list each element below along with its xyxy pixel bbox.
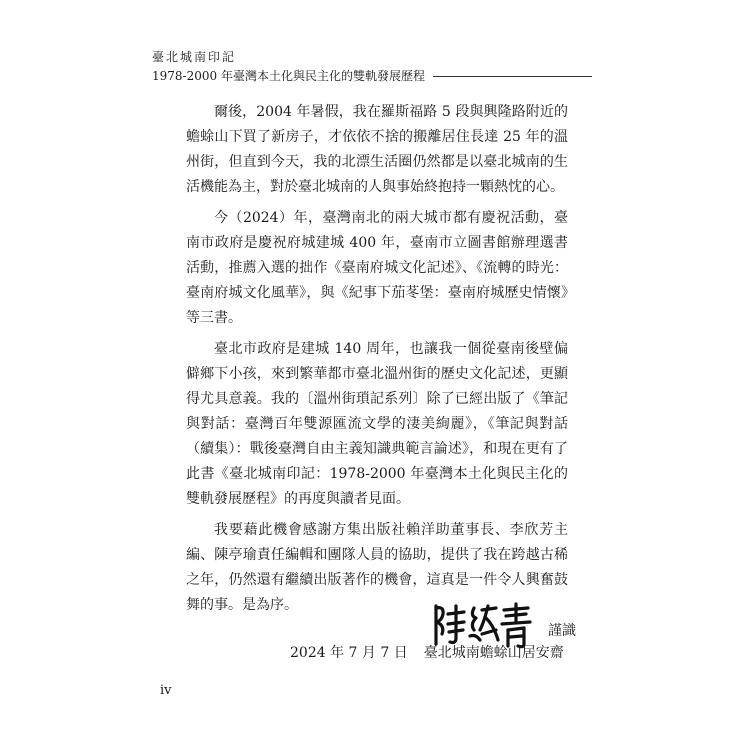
signature-suffix: 謹識 (548, 623, 576, 639)
signing-place: 臺北城南蟾蜍山居安齋 (423, 645, 564, 661)
header-rule (433, 76, 592, 77)
paragraph-4: 我要藉此機會感謝方集出版社賴洋助董事長、李欣芳主編、陳亭瑜責任編輯和團隊人員的協助，提供了我在跨越古稀之年，仍然還有繼續出版著作的機會，這真是一件令人興奮鼓舞的事。是為序。 (186, 522, 568, 613)
signing-date: 2024 年 7 月 7 日 (290, 645, 408, 661)
paragraph-2: 今（2024）年，臺灣南北的兩大城市都有慶祝活動，臺南市政府是慶祝府城建城 400 年，臺南市立圖書館辦理選書活動，推薦入選的拙作《臺南府城文化記述》、《流轉的時光：臺南府城文化風華》，與《紀事下茄苳堡：臺南府城歷史情懷》等三書。 (186, 210, 568, 326)
running-header (152, 50, 592, 84)
book-subtitle: 1978-2000 年臺灣本土化與民主化的雙軌發展歷程 (152, 69, 425, 83)
paragraph-1: 爾後，2004 年暑假，我在羅斯福路 5 段與興隆路附近的蟾蜍山下買了新房子，才依依不捨的搬離居住長達 25 年的溫州街，但直到今天，我的北漂生活圈仍然都是以臺北城南的生活機能為主，對於臺北城南的人與事始終抱持一顆熱忱的心。 (186, 104, 568, 195)
page-number: iv (160, 683, 172, 698)
dateline (290, 642, 564, 662)
paragraph-3: 臺北市政府是建城 140 周年，也讓我一個從臺南後壁偏僻鄉下小孩，來到繁華都市臺北溫州街的歷史文化記述，更顯得尤具意義。我的〔溫州街瑣記系列〕除了已經出版了《筆記與對話：臺灣百年雙源匯流文學的淒美絢麗》，《筆記與對話（續集）：戰後臺灣自由主義知識典範言論述》，和現在更有了此書《臺北城南印記：1978-2000 年臺灣本土化與民主化的雙軌發展歷程》的再度與讀者見面。 (186, 341, 568, 507)
body-text (186, 100, 568, 624)
series-title: 臺北城南印記 (152, 50, 237, 64)
subtitle-row (152, 68, 592, 84)
